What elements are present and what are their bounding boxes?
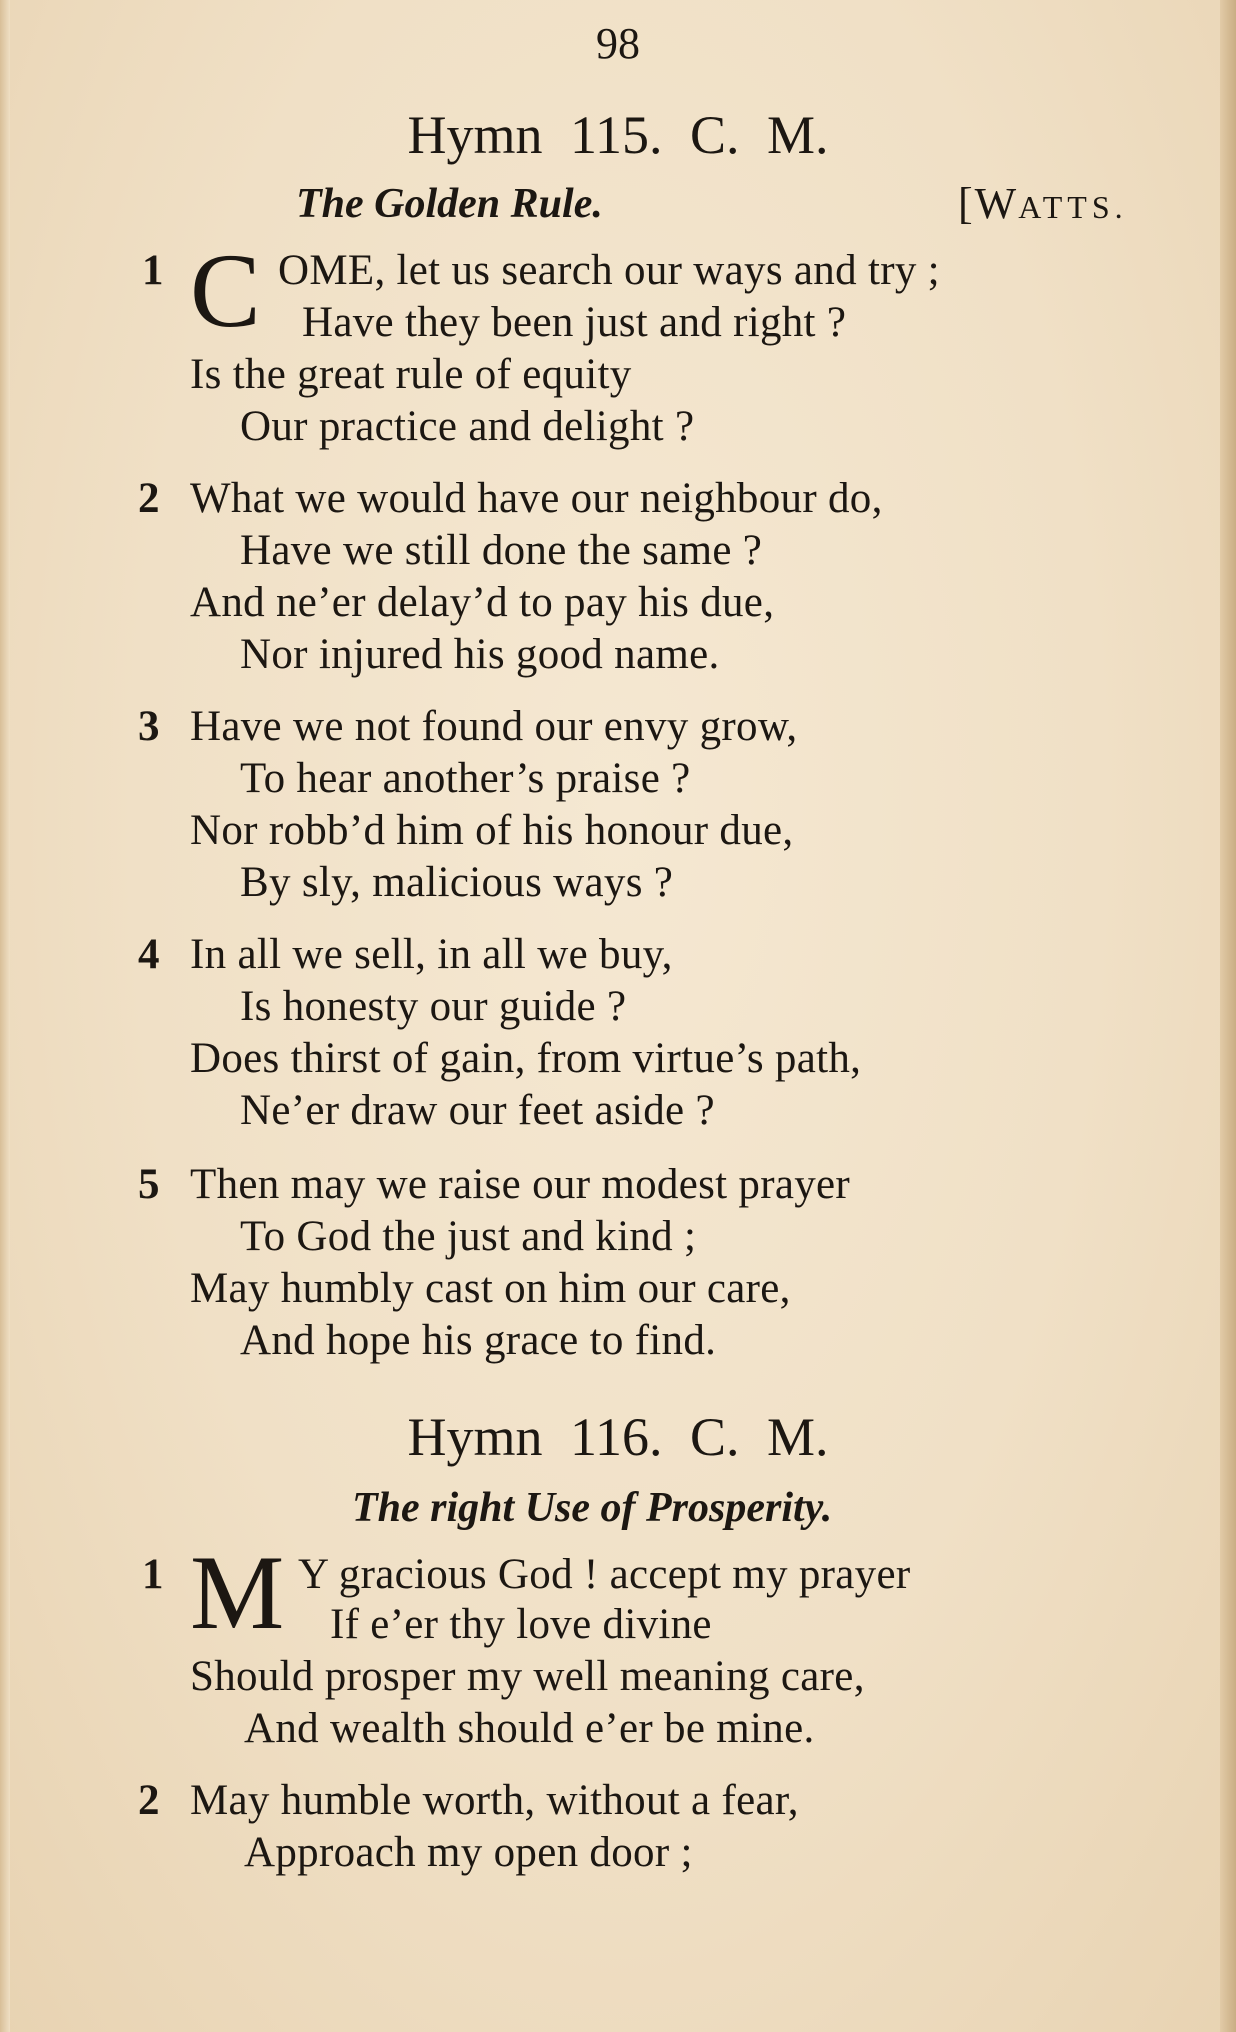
page-number: 98	[596, 19, 640, 68]
verse-number: 1	[142, 247, 164, 294]
verse-number: 5	[138, 1161, 160, 1208]
verse-line: Have we still done the same ?	[240, 527, 763, 574]
hymn-title: Hymn 116. C. M.	[407, 1407, 829, 1467]
verse-line: Approach my open door ;	[244, 1829, 693, 1876]
page-left-edge	[0, 0, 10, 2032]
verse-line: Ne’er draw our feet aside ?	[240, 1087, 715, 1134]
verse-number: 2	[138, 1777, 160, 1824]
hymn-subtitle: The Golden Rule.	[296, 181, 603, 227]
verse-line: Is honesty our guide ?	[240, 983, 627, 1030]
verse-line: By sly, malicious ways ?	[240, 859, 674, 906]
verse-line: Does thirst of gain, from virtue’s path,	[190, 1035, 862, 1082]
verse-line: Should prosper my well meaning care,	[190, 1653, 865, 1700]
verse-line: May humbly cast on him our care,	[190, 1265, 791, 1312]
verse-line: And hope his grace to find.	[240, 1317, 717, 1364]
verse-line: Nor robb’d him of his honour due,	[190, 807, 794, 854]
hymn-subtitle: The right Use of Prosperity.	[352, 1485, 833, 1531]
verse-line: Then may we raise our modest prayer	[190, 1161, 851, 1208]
verse-line: Is the great rule of equity	[190, 351, 632, 398]
author-bracket: [W	[958, 179, 1019, 228]
verse-line: Have they been just and right ?	[302, 299, 847, 346]
verse-line: Our practice and delight ?	[240, 403, 695, 450]
verse-line: If e’er thy love divine	[330, 1601, 712, 1648]
verse-number: 4	[138, 931, 160, 978]
hymn-author	[958, 178, 1128, 229]
hymn-title: Hymn 115. C. M.	[407, 105, 829, 165]
drop-cap: C	[190, 232, 261, 349]
verse-line: May humble worth, without a fear,	[190, 1777, 799, 1824]
verse-line: Y gracious God ! accept my prayer	[298, 1551, 911, 1598]
verse-line: What we would have our neighbour do,	[190, 475, 883, 522]
verse-line: And wealth should e’er be mine.	[244, 1705, 815, 1752]
verse-line: OME, let us search our ways and try ;	[278, 247, 940, 294]
page-right-edge	[1220, 0, 1236, 2032]
verse-line: And ne’er delay’d to pay his due,	[190, 579, 775, 626]
verse-line: To hear another’s praise ?	[240, 755, 691, 802]
verse-number: 2	[138, 475, 160, 522]
verse-line: Have we not found our envy grow,	[190, 703, 798, 750]
verse-number: 1	[142, 1551, 164, 1598]
verse-line: Nor injured his good name.	[240, 631, 720, 678]
verse-number: 3	[138, 703, 160, 750]
drop-cap: M	[190, 1534, 285, 1651]
verse-line: In all we sell, in all we buy,	[190, 931, 673, 978]
verse-line: To God the just and kind ;	[240, 1213, 697, 1260]
author-rest: ATTS.	[1018, 189, 1128, 225]
